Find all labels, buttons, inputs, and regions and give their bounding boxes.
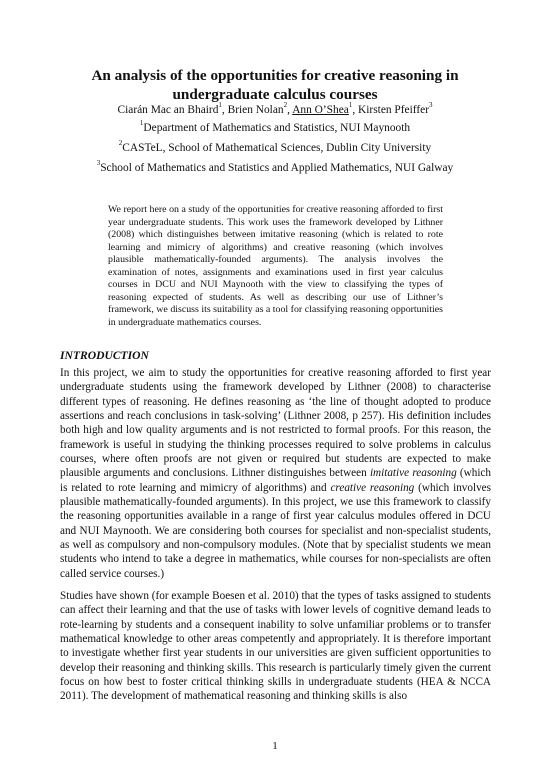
- term-creative-reasoning: creative reasoning: [330, 481, 415, 494]
- author: Ciarán Mac an Bhaird: [117, 104, 219, 116]
- paragraph-text: In this project, we aim to study the opportunities for creative reasoning afforded to first year undergraduate students using the framework developed by Lithner (2008) to characterise different types of reasoning. He defines reasoning as ‘the line of thought adopted to produce assertions and reach conclusions in task-solving’ (Lithner 2008, p 257). His definition includes both high and low quality arguments and is not restricted to formal proofs. For this reason, the framework is useful in studying the thinking processes required to solve problems in calculus courses, where often proofs are not given or required but students are expected to make plausible arguments and conclusions. Lithner distinguishes between: [60, 367, 491, 480]
- title-line-1: An analysis of the opportunities for creative reasoning in: [91, 67, 459, 84]
- page-number: 1: [272, 740, 278, 752]
- paragraph-text: (which is related to rote learning and mimicry of algorithms) and: [60, 467, 491, 494]
- author: Brien Nolan: [227, 104, 284, 116]
- affiliation-text: School of Mathematics and Statistics and Applied Mathematics, NUI Galway: [100, 162, 454, 174]
- author-list: [40, 103, 510, 117]
- author-separator: ,: [352, 104, 359, 116]
- author-affiliation-marker: 1: [218, 101, 222, 110]
- affiliation-marker: 1: [139, 119, 144, 128]
- affiliation: [30, 121, 520, 135]
- title-line-2: undergraduate calculus courses: [172, 86, 378, 103]
- affiliation-text: CASTeL, School of Mathematical Sciences, Dublin City University: [122, 142, 432, 154]
- affiliation: [30, 141, 520, 155]
- section-heading-introduction: INTRODUCTION: [60, 349, 149, 362]
- author-affiliation-marker: 1: [348, 101, 353, 110]
- author-separator: ,: [287, 104, 293, 116]
- term-imitative-reasoning: imitative reasoning: [369, 467, 457, 480]
- abstract: We report here on a study of the opportunities for creative reasoning afforded to first year undergraduate students. This work uses the framework developed by Lithner (2008) which distinguishes between imitative reasoning (which is related to rote learning and mimicry of algorithms) and creative reasoning (which involves plausible mathematically-founded arguments). The analysis involves the examination of notes, assignments and examinations used in first year calculus courses in DCU and NUI Maynooth with the view to classifying the types of reasoning expected of students. As well as describing our use of Lithner’s framework, we discuss its suitability as a tool for classifying reasoning opportunities in undergraduate mathematics courses.: [108, 204, 443, 328]
- body-paragraph: [60, 366, 491, 581]
- paragraph-text: (which involves plausible mathematically-founded arguments). In this project, we use this framework to classify the reasoning opportunities available in a range of first year calculus modules offered in DCU and NUI Maynooth. We are considering both courses for specialist and non-specialist students, as well as compulsory and non-compulsory modules. (Note that by specialist students we mean students who intend to take a degree in mathematics, while courses for non-specialists are often called service courses.): [60, 481, 491, 580]
- body-paragraph: Studies have shown (for example Boesen et al. 2010) that the types of tasks assigned to students can affect their learning and that the use of tasks with lower levels of cognitive demand leads to rote-learning by students and a consequent inability to solve unfamiliar problems or to transfer mathematical knowledge to other areas competently and appropriately. It is therefore important to investigate whether first year students in our universities are given sufficient opportunities to develop their reasoning and thinking skills. This research is particularly timely given the current focus on how best to foster critical thinking skills in undergraduate students (HEA & NCCA 2011). The development of mathematical reasoning and thinking skills is also: [60, 590, 491, 703]
- paper-title: [70, 66, 480, 104]
- affiliation: [30, 161, 520, 175]
- affiliation-text: Department of Mathematics and Statistics, NUI Maynooth: [143, 122, 411, 134]
- author-affiliation-marker: 3: [429, 101, 433, 110]
- affiliation-marker: 3: [96, 159, 101, 168]
- affiliation-marker: 2: [118, 139, 123, 148]
- author-separator: ,: [221, 104, 228, 116]
- author: Kirsten Pfeiffer: [358, 104, 429, 116]
- author-affiliation-marker: 2: [283, 101, 288, 110]
- author-presenting: Ann O’Shea: [292, 104, 349, 116]
